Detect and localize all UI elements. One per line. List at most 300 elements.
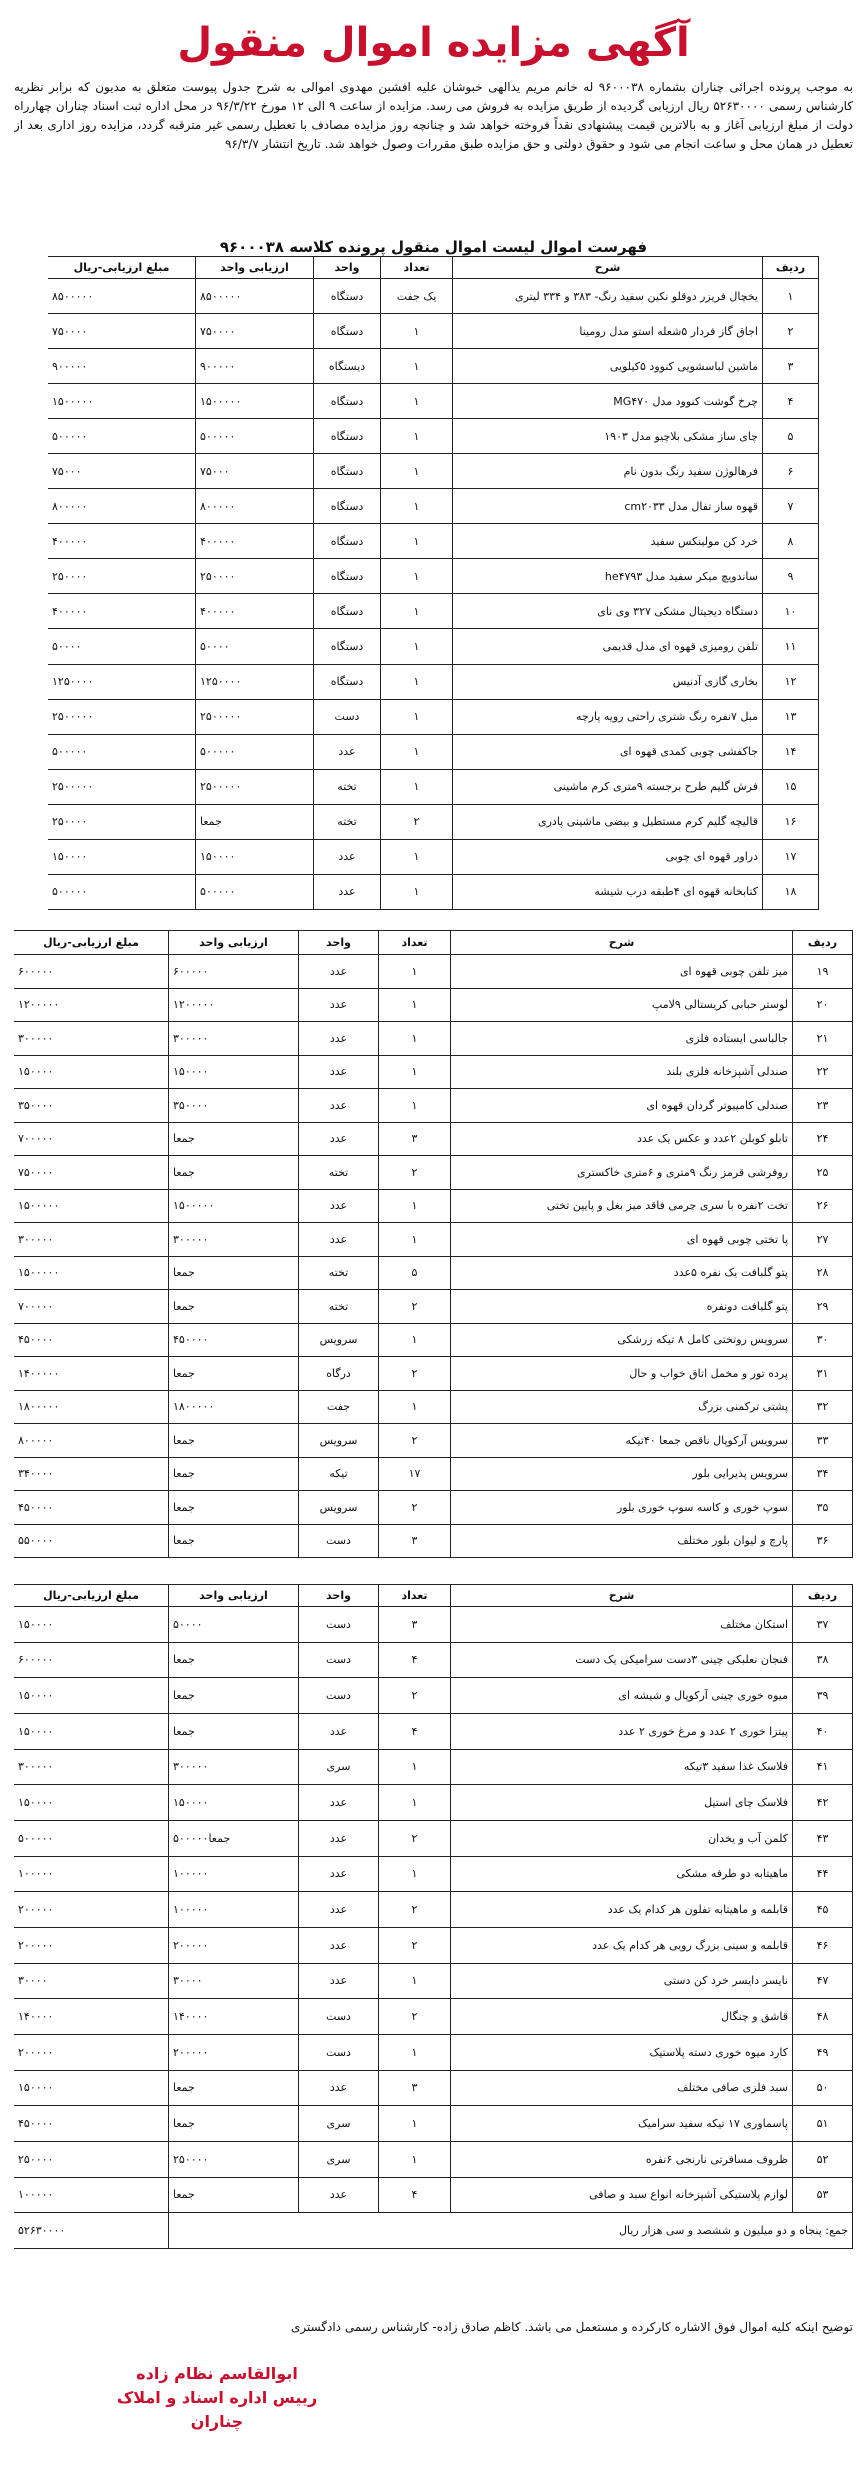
- item-unit-price: ۱۲۰۰۰۰۰: [169, 988, 299, 1022]
- row-number: ۱۳: [763, 699, 819, 734]
- row-number: ۱۰: [763, 594, 819, 629]
- item-unit: عدد: [299, 1122, 379, 1156]
- item-unit: دستگاه: [314, 629, 381, 664]
- item-description: سوپ خوری و کاسه سوپ خوری بلور: [451, 1491, 793, 1525]
- item-qty: ۱: [381, 734, 453, 769]
- row-number: ۲۸: [793, 1256, 853, 1290]
- item-unit: عدد: [299, 1963, 379, 1999]
- table-row: [14, 2177, 853, 2213]
- item-total: ۱۲۵۰۰۰۰: [48, 664, 196, 699]
- item-description: صندلی کامپیوتر گردان قهوه ای: [451, 1089, 793, 1123]
- item-total: ۵۰۰۰۰۰: [48, 734, 196, 769]
- item-description: پتو گلبافت دونفره: [451, 1290, 793, 1324]
- table-row: [48, 629, 819, 664]
- table-row: [48, 314, 819, 349]
- row-number: ۲۷: [793, 1223, 853, 1257]
- header-total: مبلغ ارزیابی-ریال: [14, 931, 169, 955]
- row-number: ۴۵: [793, 1892, 853, 1928]
- item-qty: یک جفت: [381, 279, 453, 314]
- item-unit-price: ۴۰۰۰۰۰: [196, 524, 314, 559]
- item-unit: سرویس: [299, 1424, 379, 1458]
- item-unit: تخته: [299, 1156, 379, 1190]
- row-number: ۱۲: [763, 664, 819, 699]
- item-unit: دست: [299, 1524, 379, 1558]
- item-qty: ۱: [381, 454, 453, 489]
- item-description: مبل ۷نفره رنگ شتری راحتی رویه پارچه: [453, 699, 763, 734]
- row-number: ۲۹: [793, 1290, 853, 1324]
- table-row: [14, 1678, 853, 1714]
- row-number: ۱۸: [763, 874, 819, 909]
- item-unit-price: ۲۵۰۰۰۰: [196, 559, 314, 594]
- item-unit-price: ۱۵۰۰۰۰: [196, 839, 314, 874]
- item-unit: عدد: [314, 874, 381, 909]
- table-row: [14, 1055, 853, 1089]
- item-total: ۱۵۰۰۰۰: [14, 1713, 169, 1749]
- item-unit-price: ۱۵۰۰۰۰۰: [196, 384, 314, 419]
- item-total: ۸۰۰۰۰۰: [14, 1424, 169, 1458]
- item-unit-price: ۱۵۰۰۰۰۰: [169, 1189, 299, 1223]
- item-unit: دست: [299, 1999, 379, 2035]
- item-total: ۷۰۰۰۰۰: [14, 1290, 169, 1324]
- item-total: ۵۰۰۰۰۰: [48, 419, 196, 454]
- item-description: نایسر دایسر خرد کن دستی: [451, 1963, 793, 1999]
- item-unit-price: جمعا: [169, 1642, 299, 1678]
- item-description: لوازم پلاستیکی آشپزخانه انواع سبد و صافی: [451, 2177, 793, 2213]
- item-description: پاسماوری ۱۷ تیکه سفید سرامیک: [451, 2106, 793, 2142]
- row-number: ۷: [763, 489, 819, 524]
- item-unit: سری: [299, 1749, 379, 1785]
- item-unit-price: ۳۰۰۰۰۰: [169, 1223, 299, 1257]
- item-description: قالیچه گلیم کرم مستطیل و بیضی ماشینی پادری: [453, 804, 763, 839]
- item-qty: ۱: [381, 559, 453, 594]
- item-description: فرش گلیم طرح برجسته ۹متری کرم ماشینی: [453, 769, 763, 804]
- item-unit-price: جمعا: [169, 1457, 299, 1491]
- items-table-2: [14, 930, 853, 1558]
- table-row: [14, 1089, 853, 1123]
- item-total: ۹۰۰۰۰۰: [48, 349, 196, 384]
- item-description: یخچال فریزر دوقلو نکین سفید رنگ- ۳۸۳ و ۳۳۴ لیتری: [453, 279, 763, 314]
- item-unit: سرویس: [299, 1323, 379, 1357]
- row-number: ۴۴: [793, 1856, 853, 1892]
- item-total: ۳۰۰۰۰۰: [14, 1022, 169, 1056]
- table-row: [48, 384, 819, 419]
- table-row: [48, 279, 819, 314]
- item-description: تابلو کوبلن ۲عدد و عکس یک عدد: [451, 1122, 793, 1156]
- row-number: ۲۳: [793, 1089, 853, 1123]
- item-unit: عدد: [314, 734, 381, 769]
- item-total: ۶۰۰۰۰۰: [14, 1642, 169, 1678]
- item-unit-price: ۱۵۰۰۰۰: [169, 1055, 299, 1089]
- header-desc: شرح: [451, 1585, 793, 1607]
- item-description: میوه خوری چینی آرکوپال و شیشه ای: [451, 1678, 793, 1714]
- item-unit-price: ۵۰۰۰۰۰: [196, 734, 314, 769]
- item-description: پا تختی چوبی قهوه ای: [451, 1223, 793, 1257]
- row-number: ۳۶: [793, 1524, 853, 1558]
- item-unit: عدد: [299, 1820, 379, 1856]
- item-unit: دستگاه: [314, 279, 381, 314]
- item-total: ۱۰۰۰۰۰: [14, 1856, 169, 1892]
- item-unit-price: ۴۰۰۰۰۰: [196, 594, 314, 629]
- item-description: کلمن آب و یخدان: [451, 1820, 793, 1856]
- table-row: [14, 2034, 853, 2070]
- item-qty: ۱: [379, 2141, 451, 2177]
- table-row: [48, 419, 819, 454]
- item-qty: ۱: [379, 1785, 451, 1821]
- header-unit: واحد: [314, 257, 381, 279]
- item-unit: عدد: [299, 2177, 379, 2213]
- item-description: قهوه ساز تفال مدل cm۲۰۳۳: [453, 489, 763, 524]
- item-qty: ۱: [381, 699, 453, 734]
- item-description: روفرشی قرمز رنگ ۹متری و ۶متری خاکستری: [451, 1156, 793, 1190]
- item-qty: ۱: [379, 1963, 451, 1999]
- row-number: ۱۴: [763, 734, 819, 769]
- item-description: فلاسک چای استیل: [451, 1785, 793, 1821]
- row-number: ۴۷: [793, 1963, 853, 1999]
- item-qty: ۲: [379, 1424, 451, 1458]
- row-number: ۳۵: [793, 1491, 853, 1525]
- item-unit-price: ۵۰۰۰۰۰: [196, 874, 314, 909]
- table-row: [14, 2070, 853, 2106]
- item-total: ۳۵۰۰۰۰: [14, 1089, 169, 1123]
- item-qty: ۱: [379, 1223, 451, 1257]
- item-unit: سری: [299, 2106, 379, 2142]
- item-total: ۸۰۰۰۰۰: [48, 489, 196, 524]
- item-qty: ۱: [379, 955, 451, 989]
- item-qty: ۵: [379, 1256, 451, 1290]
- table-row: [14, 1122, 853, 1156]
- item-unit: عدد: [299, 1055, 379, 1089]
- item-qty: ۱: [381, 384, 453, 419]
- item-description: تخت ۲نفره با سری چرمی فاقد میز بغل و پایین تختی: [451, 1189, 793, 1223]
- row-number: ۱۶: [763, 804, 819, 839]
- item-total: ۴۵۰۰۰۰: [14, 1491, 169, 1525]
- item-total: ۵۰۰۰۰۰: [14, 1820, 169, 1856]
- item-unit: دستگاه: [314, 454, 381, 489]
- header-qty: تعداد: [381, 257, 453, 279]
- item-qty: ۲: [379, 1999, 451, 2035]
- item-unit-price: ۷۵۰۰۰۰: [196, 314, 314, 349]
- item-qty: ۱: [379, 2106, 451, 2142]
- item-qty: ۱: [379, 1022, 451, 1056]
- row-number: ۳۸: [793, 1642, 853, 1678]
- header-total: مبلغ ارزیابی-ریال: [48, 257, 196, 279]
- table-row: [14, 1524, 853, 1558]
- item-description: ماشین لباسشویی کنوود ۵کیلویی: [453, 349, 763, 384]
- item-total: ۳۰۰۰۰۰: [14, 1749, 169, 1785]
- table-row: [48, 489, 819, 524]
- item-unit: تخته: [314, 769, 381, 804]
- item-qty: ۱۷: [379, 1457, 451, 1491]
- item-total: ۲۵۰۰۰۰: [48, 804, 196, 839]
- item-qty: ۲: [379, 1491, 451, 1525]
- item-unit: دست: [299, 1607, 379, 1643]
- row-number: ۵۱: [793, 2106, 853, 2142]
- item-total: ۱۵۰۰۰۰۰: [14, 1189, 169, 1223]
- item-unit-price: جمعا: [169, 1122, 299, 1156]
- table-row: [14, 1223, 853, 1257]
- item-description: پارچ و لیوان بلور مختلف: [451, 1524, 793, 1558]
- table-row: [14, 1749, 853, 1785]
- row-number: ۱۵: [763, 769, 819, 804]
- header-total: مبلغ ارزیابی-ریال: [14, 1585, 169, 1607]
- item-qty: ۱: [381, 349, 453, 384]
- row-number: ۴۹: [793, 2034, 853, 2070]
- table-row: [48, 594, 819, 629]
- item-unit: عدد: [299, 1189, 379, 1223]
- item-total: ۴۵۰۰۰۰: [14, 1323, 169, 1357]
- signature-block: [92, 2362, 342, 2434]
- item-description: اجاق گاز فردار ۵شعله استو مدل رومینا: [453, 314, 763, 349]
- item-unit-price: جمعا۵۰۰۰۰۰: [169, 1820, 299, 1856]
- table-row: [48, 699, 819, 734]
- header-row: ردیف: [763, 257, 819, 279]
- item-total: ۱۵۰۰۰۰۰: [14, 1256, 169, 1290]
- table-row: [14, 1892, 853, 1928]
- row-number: ۱۷: [763, 839, 819, 874]
- item-qty: ۱: [381, 489, 453, 524]
- item-unit: درگاه: [299, 1357, 379, 1391]
- table-row: [14, 1189, 853, 1223]
- table-row: [48, 559, 819, 594]
- item-qty: ۲: [379, 1357, 451, 1391]
- table-row: [48, 454, 819, 489]
- item-unit: عدد: [299, 2070, 379, 2106]
- item-unit: دستگاه: [314, 559, 381, 594]
- item-qty: ۱: [381, 664, 453, 699]
- item-qty: ۴: [379, 1713, 451, 1749]
- item-total: ۵۰۰۰۰: [48, 629, 196, 664]
- row-number: ۳۱: [793, 1357, 853, 1391]
- item-total: ۱۵۰۰۰۰: [14, 2070, 169, 2106]
- table-row: [14, 1390, 853, 1424]
- item-total: ۲۰۰۰۰۰: [14, 1927, 169, 1963]
- item-unit: دستگاه: [314, 524, 381, 559]
- item-unit: تخته: [299, 1290, 379, 1324]
- item-unit: دستگاه: [314, 419, 381, 454]
- table-row: [14, 2106, 853, 2142]
- total-value: ۵۲۶۳۰۰۰۰: [14, 2213, 169, 2249]
- item-unit: سری: [299, 2141, 379, 2177]
- item-unit-price: ۸۵۰۰۰۰۰: [196, 279, 314, 314]
- item-qty: ۴: [379, 1642, 451, 1678]
- item-qty: ۲: [379, 1927, 451, 1963]
- table-row: [14, 1290, 853, 1324]
- row-number: ۴۳: [793, 1820, 853, 1856]
- row-number: ۳۳: [793, 1424, 853, 1458]
- item-description: جالباسی ایستاده فلزی: [451, 1022, 793, 1056]
- table-row: [48, 664, 819, 699]
- item-unit: عدد: [299, 1785, 379, 1821]
- item-unit: تخته: [299, 1256, 379, 1290]
- item-unit: دستگاه: [314, 664, 381, 699]
- item-unit-price: ۲۵۰۰۰۰: [169, 2141, 299, 2177]
- row-number: ۴۰: [793, 1713, 853, 1749]
- row-number: ۲۱: [793, 1022, 853, 1056]
- table-row: [14, 1457, 853, 1491]
- item-qty: ۲: [379, 1820, 451, 1856]
- item-unit: دستگاه: [314, 594, 381, 629]
- item-total: ۲۵۰۰۰۰: [48, 559, 196, 594]
- header-unit-price: ارزیابی واحد: [196, 257, 314, 279]
- item-description: فرهالوژن سفید رنگ بدون نام: [453, 454, 763, 489]
- signature-title: رییس اداره اسناد و املاک چناران: [116, 2388, 318, 2431]
- table-row: [48, 524, 819, 559]
- item-total: ۲۵۰۰۰۰۰: [48, 699, 196, 734]
- table-row: [14, 1642, 853, 1678]
- item-unit: جفت: [299, 1390, 379, 1424]
- item-qty: ۱: [381, 419, 453, 454]
- item-unit-price: ۳۵۰۰۰۰: [169, 1089, 299, 1123]
- row-number: ۳۰: [793, 1323, 853, 1357]
- table-row: [14, 1856, 853, 1892]
- item-total: ۴۰۰۰۰۰: [48, 594, 196, 629]
- item-unit: عدد: [299, 1927, 379, 1963]
- row-number: ۲: [763, 314, 819, 349]
- table-row: [48, 769, 819, 804]
- item-unit-price: ۲۰۰۰۰۰: [169, 2034, 299, 2070]
- item-total: ۳۴۰۰۰۰: [14, 1457, 169, 1491]
- item-description: ساندویچ میکر سفید مدل he۴۷۹۳: [453, 559, 763, 594]
- item-qty: ۲: [381, 804, 453, 839]
- item-qty: ۲: [379, 1290, 451, 1324]
- item-qty: ۱: [379, 1323, 451, 1357]
- table-row: [14, 1357, 853, 1391]
- table-row: [14, 1785, 853, 1821]
- item-description: لوستر حبابی کریستالی ۹لامپ: [451, 988, 793, 1022]
- item-qty: ۳: [379, 1122, 451, 1156]
- item-unit: تیکه: [299, 1457, 379, 1491]
- table-caption: فهرست اموال لیست اموال منقول پرونده کلاسه ۹۶۰۰۰۳۸: [219, 238, 648, 256]
- item-qty: ۱: [379, 1749, 451, 1785]
- item-description: بخاری گازی آدنیس: [453, 664, 763, 699]
- item-total: ۵۵۰۰۰۰: [14, 1524, 169, 1558]
- items-table-1: [48, 256, 819, 910]
- row-number: ۱: [763, 279, 819, 314]
- item-description: سبد فلزی صافی مختلف: [451, 2070, 793, 2106]
- item-total: ۱۲۰۰۰۰۰: [14, 988, 169, 1022]
- item-unit-price: ۳۰۰۰۰: [169, 1963, 299, 1999]
- item-unit-price: ۱۰۰۰۰۰: [169, 1856, 299, 1892]
- header-row: ردیف: [793, 1585, 853, 1607]
- item-qty: ۱: [381, 524, 453, 559]
- item-unit-price: جمعا: [169, 1491, 299, 1525]
- item-description: کارد میوه خوری دسته پلاستیک: [451, 2034, 793, 2070]
- item-description: پشتی ترکمنی بزرگ: [451, 1390, 793, 1424]
- row-number: ۵۳: [793, 2177, 853, 2213]
- row-number: ۴: [763, 384, 819, 419]
- item-unit-price: جمعا: [169, 1357, 299, 1391]
- item-qty: ۱: [381, 874, 453, 909]
- item-total: ۱۵۰۰۰۰: [14, 1785, 169, 1821]
- item-total: ۴۰۰۰۰۰: [48, 524, 196, 559]
- row-number: ۲۲: [793, 1055, 853, 1089]
- table-row: [48, 874, 819, 909]
- item-description: دستگاه دیجیتال مشکی ۳۲۷ وی نای: [453, 594, 763, 629]
- header-unit-price: ارزیابی واحد: [169, 931, 299, 955]
- item-qty: ۳: [379, 2070, 451, 2106]
- table-row: [14, 1156, 853, 1190]
- signature-name: ابوالقاسم نظام زاده: [136, 2364, 298, 2383]
- item-unit-price: ۶۰۰۰۰۰: [169, 955, 299, 989]
- item-unit-price: جمعا: [169, 1524, 299, 1558]
- item-unit: تخته: [314, 804, 381, 839]
- expert-footnote: توضیح اینکه کلیه اموال فوق الاشاره کارکرده و مستعمل می باشد. کاظم صادق زاده- کارشناس رسمی دادگستری: [290, 2320, 853, 2334]
- item-unit: عدد: [299, 1089, 379, 1123]
- row-number: ۴۲: [793, 1785, 853, 1821]
- table-row: [14, 988, 853, 1022]
- row-number: ۳۷: [793, 1607, 853, 1643]
- item-qty: ۱: [379, 1055, 451, 1089]
- row-number: ۵۲: [793, 2141, 853, 2177]
- item-qty: ۱: [381, 769, 453, 804]
- item-total: ۵۰۰۰۰۰: [48, 874, 196, 909]
- item-qty: ۲: [379, 1678, 451, 1714]
- table-row: [14, 1022, 853, 1056]
- table-row: [14, 1607, 853, 1643]
- item-description: پیتزا خوری ۲ عدد و مرغ خوری ۲ عدد: [451, 1713, 793, 1749]
- table-row: [14, 1491, 853, 1525]
- item-total: ۱۵۰۰۰۰: [48, 839, 196, 874]
- items-table-3: [14, 1584, 853, 2249]
- row-number: ۱۱: [763, 629, 819, 664]
- row-number: ۳۲: [793, 1390, 853, 1424]
- item-unit: سرویس: [299, 1491, 379, 1525]
- item-total: ۶۰۰۰۰۰: [14, 955, 169, 989]
- item-unit-price: جمعا: [169, 2177, 299, 2213]
- item-unit-price: ۳۰۰۰۰۰: [169, 1749, 299, 1785]
- header-desc: شرح: [453, 257, 763, 279]
- item-unit-price: ۵۰۰۰۰: [196, 629, 314, 664]
- item-description: تلفن رومیزی قهوه ای مدل قدیمی: [453, 629, 763, 664]
- table-row: [48, 734, 819, 769]
- item-description: سرویس آرکوپال ناقص جمعا ۴۰تیکه: [451, 1424, 793, 1458]
- item-description: قابلمه و ماهیتابه تفلون هر کدام یک عدد: [451, 1892, 793, 1928]
- item-qty: ۱: [381, 629, 453, 664]
- item-unit-price: ۷۵۰۰۰: [196, 454, 314, 489]
- item-total: ۸۵۰۰۰۰۰: [48, 279, 196, 314]
- item-total: ۱۵۰۰۰۰۰: [48, 384, 196, 419]
- header-qty: تعداد: [379, 1585, 451, 1607]
- total-row: [14, 2213, 853, 2249]
- item-unit-price: ۲۵۰۰۰۰۰: [196, 699, 314, 734]
- item-total: ۷۵۰۰۰۰: [48, 314, 196, 349]
- row-number: ۹: [763, 559, 819, 594]
- item-qty: ۱: [379, 1189, 451, 1223]
- item-total: ۱۴۰۰۰۰: [14, 1999, 169, 2035]
- item-unit-price: ۹۰۰۰۰۰: [196, 349, 314, 384]
- item-description: میز تلفن چوبی قهوه ای: [451, 955, 793, 989]
- header-desc: شرح: [451, 931, 793, 955]
- table-row: [14, 1323, 853, 1357]
- item-total: ۳۰۰۰۰: [14, 1963, 169, 1999]
- item-unit-price: جمعا: [169, 2070, 299, 2106]
- item-total: ۱۵۰۰۰۰: [14, 1055, 169, 1089]
- table-row: [48, 349, 819, 384]
- item-unit-price: ۵۰۰۰۰۰: [196, 419, 314, 454]
- item-unit-price: ۱۴۰۰۰۰: [169, 1999, 299, 2035]
- item-description: استکان مختلف: [451, 1607, 793, 1643]
- item-qty: ۱: [381, 314, 453, 349]
- item-qty: ۴: [379, 2177, 451, 2213]
- item-total: ۷۰۰۰۰۰: [14, 1122, 169, 1156]
- item-unit: عدد: [299, 1713, 379, 1749]
- item-total: ۷۵۰۰۰: [48, 454, 196, 489]
- item-unit-price: ۸۰۰۰۰۰: [196, 489, 314, 524]
- item-total: ۴۵۰۰۰۰: [14, 2106, 169, 2142]
- item-unit: عدد: [299, 988, 379, 1022]
- table-row: [14, 1256, 853, 1290]
- item-unit-price: جمعا: [169, 2106, 299, 2142]
